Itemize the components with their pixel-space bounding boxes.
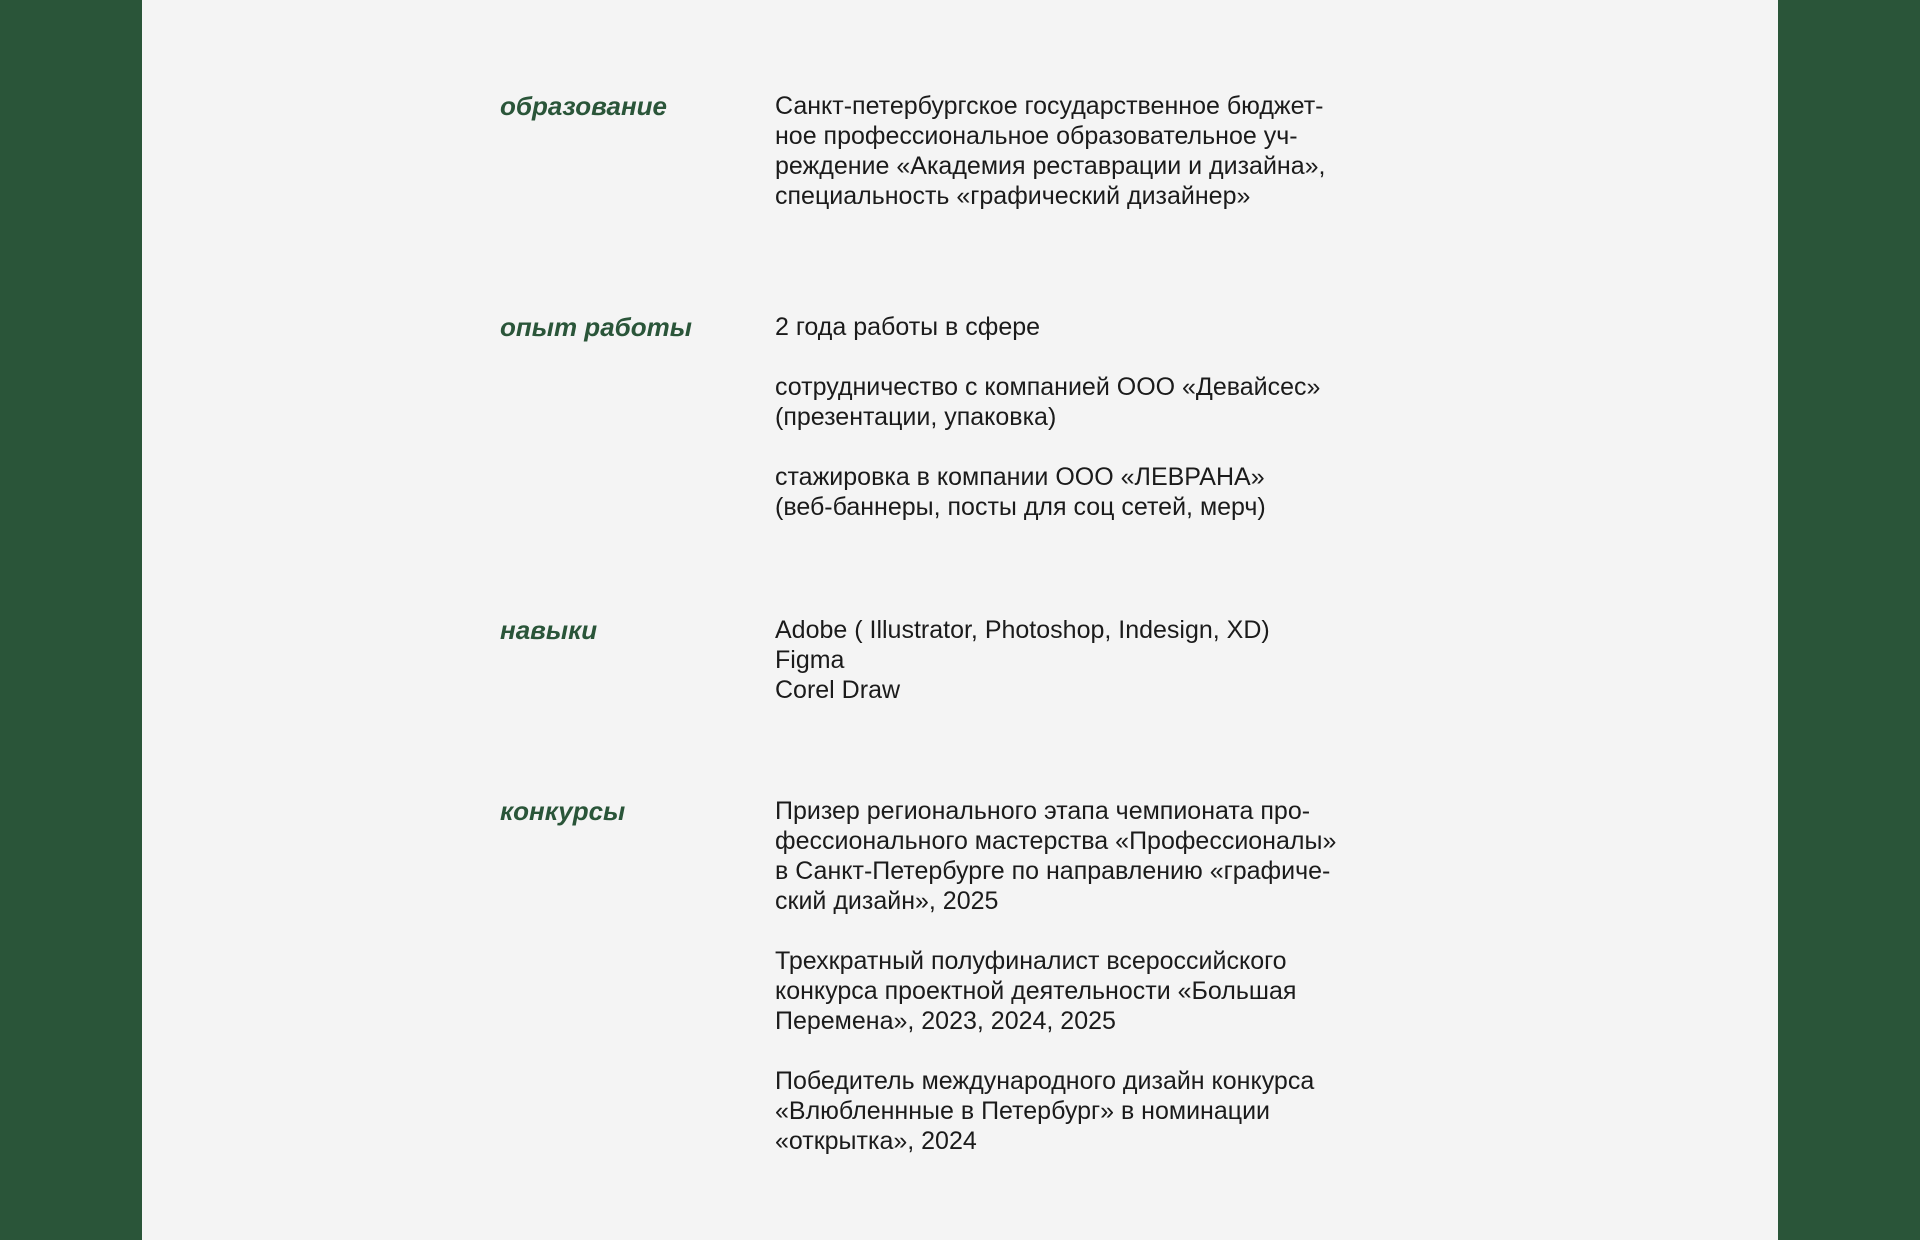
- section-label-skills: навыки: [500, 615, 598, 645]
- section-content-education: [775, 91, 1455, 211]
- skills-paragraph: Adobe ( Illustrator, Photoshop, Indesign, XD) Figma Corel Draw: [775, 616, 1270, 704]
- experience-paragraph: стажировка в компании ООО «ЛЕВРАНА» (веб-баннеры, посты для соц сетей, мерч): [775, 463, 1266, 521]
- competition-paragraph: Призер регионального этапа чемпионата про- фессионального мастерства «Профессионалы» в Санкт-Петербурге по направлению «графиче- ский дизайн», 2025: [775, 797, 1337, 915]
- competition-paragraph: Трехкратный полуфиналист всероссийского конкурса проектной деятельности «Большая Перемена», 2023, 2024, 2025: [775, 947, 1297, 1035]
- section-content-skills: [775, 615, 1455, 705]
- experience-paragraph: 2 года работы в сфере: [775, 313, 1041, 341]
- section-content-work-experience: [775, 312, 1455, 522]
- resume-page: [142, 0, 1778, 1240]
- section-label-education: образование: [500, 91, 667, 121]
- section-label-competitions: конкурсы: [500, 796, 626, 826]
- section-content-competitions: [775, 796, 1455, 1156]
- section-label-work-experience: опыт работы: [500, 312, 692, 342]
- competition-paragraph: Победитель международного дизайн конкурса «Влюбленнные в Петербург» в номинации «открытка», 2024: [775, 1067, 1315, 1155]
- experience-paragraph: сотрудничество с компанией ООО «Девайсес» (презентации, упаковка): [775, 373, 1321, 431]
- education-paragraph: Санкт-петербургское государственное бюджет- ное профессиональное образовательное уч- реждение «Академия реставрации и дизайна», специальность «графический дизайнер»: [775, 92, 1326, 210]
